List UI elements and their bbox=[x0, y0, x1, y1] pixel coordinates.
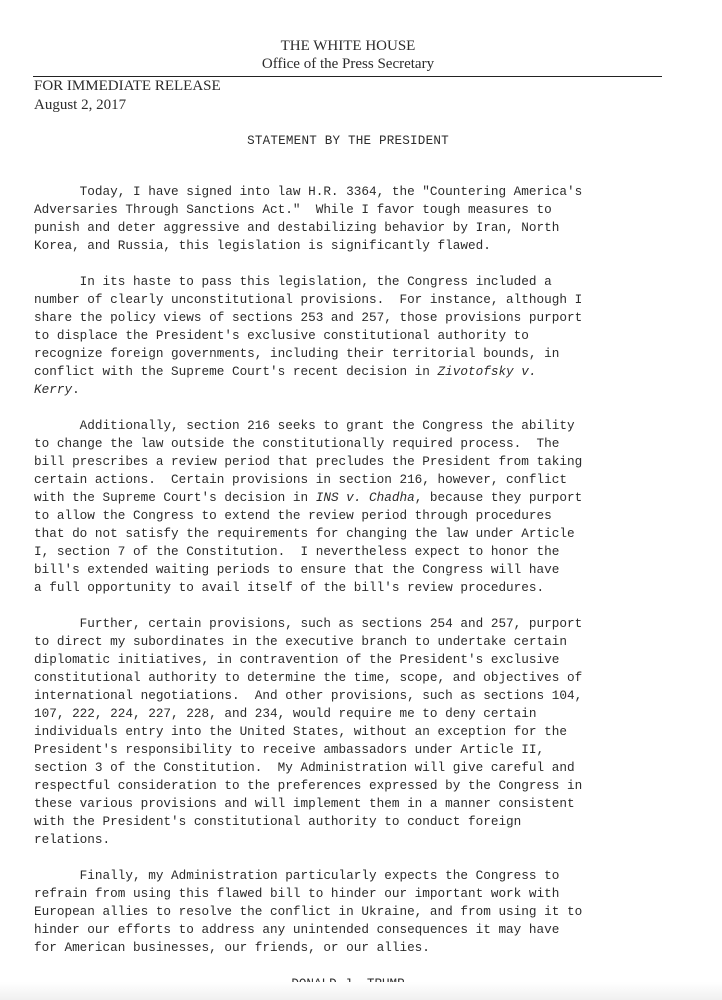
case-citation: Zivotofsky v. bbox=[437, 364, 537, 379]
text-line bbox=[34, 813, 684, 831]
text-segment: to displace the President's exclusive constitutional authority to bbox=[34, 328, 529, 343]
text-segment: In its haste to pass this legislation, the Congress included a bbox=[34, 274, 552, 289]
case-citation: INS v. Chadha bbox=[315, 490, 415, 505]
paragraph bbox=[34, 417, 684, 597]
text-line bbox=[34, 273, 684, 291]
text-segment: respectful consideration to the preferences expressed by the Congress in bbox=[34, 778, 583, 793]
text-line bbox=[34, 327, 684, 345]
text-line bbox=[34, 669, 684, 687]
text-line bbox=[34, 381, 684, 399]
page-bottom-shade bbox=[0, 982, 722, 1000]
text-line bbox=[34, 561, 684, 579]
text-line bbox=[34, 201, 684, 219]
text-segment: with the Supreme Court's decision in bbox=[34, 490, 316, 505]
text-segment: to change the law outside the constitutionally required process. The bbox=[34, 436, 560, 451]
text-line bbox=[34, 345, 684, 363]
text-segment: for American businesses, our friends, or our allies. bbox=[34, 940, 430, 955]
paragraph bbox=[34, 273, 684, 399]
text-segment: recognize foreign governments, including their territorial bounds, in bbox=[34, 346, 560, 361]
text-segment: relations. bbox=[34, 832, 111, 847]
text-line bbox=[34, 633, 684, 651]
text-segment: a full opportunity to avail itself of the bill's review procedures. bbox=[34, 580, 545, 595]
text-line bbox=[34, 795, 684, 813]
statement-title: STATEMENT BY THE PRESIDENT bbox=[247, 134, 449, 148]
text-line bbox=[34, 363, 684, 381]
text-segment: refrain from using this flawed bill to hinder our important work with bbox=[34, 886, 560, 901]
text-segment: I, section 7 of the Constitution. I nevertheless expect to honor the bbox=[34, 544, 560, 559]
text-segment: bill's extended waiting periods to ensure that the Congress will have bbox=[34, 562, 560, 577]
text-segment: that do not satisfy the requirements for changing the law under Article bbox=[34, 526, 575, 541]
header-office: Office of the Press Secretary bbox=[261, 56, 435, 72]
text-line bbox=[34, 417, 684, 435]
text-segment: these various provisions and will implement them in a manner consistent bbox=[34, 796, 575, 811]
text-segment: conflict with the Supreme Court's recent decision in bbox=[34, 364, 438, 379]
text-segment: individuals entry into the United States, without an exception for the bbox=[34, 724, 567, 739]
text-line bbox=[34, 309, 684, 327]
text-line bbox=[34, 453, 684, 471]
text-line bbox=[34, 831, 684, 849]
text-line bbox=[34, 525, 684, 543]
text-line bbox=[34, 939, 684, 957]
case-citation: Kerry bbox=[34, 382, 73, 397]
text-line bbox=[34, 723, 684, 741]
text-segment: international negotiations. And other provisions, such as sections 104, bbox=[34, 688, 583, 703]
release-label: FOR IMMEDIATE RELEASE bbox=[34, 78, 221, 94]
text-line bbox=[34, 435, 684, 453]
text-segment: Korea, and Russia, this legislation is significantly flawed. bbox=[34, 238, 491, 253]
text-line bbox=[34, 777, 684, 795]
text-line bbox=[34, 489, 684, 507]
text-line bbox=[34, 741, 684, 759]
text-segment: Today, I have signed into law H.R. 3364, the "Countering America's bbox=[34, 184, 583, 199]
text-line bbox=[34, 183, 684, 201]
text-segment: . bbox=[72, 382, 80, 397]
text-line bbox=[34, 651, 684, 669]
paragraph bbox=[34, 615, 684, 849]
text-line bbox=[34, 543, 684, 561]
text-segment: with the President's constitutional authority to conduct foreign bbox=[34, 814, 522, 829]
text-line bbox=[34, 885, 684, 903]
paragraph bbox=[34, 183, 684, 255]
paragraph bbox=[34, 867, 684, 957]
text-segment: Additionally, section 216 seeks to grant the Congress the ability bbox=[34, 418, 575, 433]
text-line bbox=[34, 291, 684, 309]
text-line bbox=[34, 921, 684, 939]
text-segment: Finally, my Administration particularly expects the Congress to bbox=[34, 868, 560, 883]
text-segment: number of clearly unconstitutional provisions. For instance, although I bbox=[34, 292, 583, 307]
text-line bbox=[34, 903, 684, 921]
text-segment: European allies to resolve the conflict in Ukraine, and from using it to bbox=[34, 904, 583, 919]
text-segment: President's responsibility to receive ambassadors under Article II, bbox=[34, 742, 545, 757]
text-line bbox=[34, 471, 684, 489]
header-organization: THE WHITE HOUSE bbox=[280, 38, 416, 54]
text-segment: Adversaries Through Sanctions Act." While I favor tough measures to bbox=[34, 202, 552, 217]
text-segment: punish and deter aggressive and destabilizing behavior by Iran, North bbox=[34, 220, 560, 235]
text-segment: to direct my subordinates in the executive branch to undertake certain bbox=[34, 634, 567, 649]
text-line bbox=[34, 237, 684, 255]
statement-body bbox=[34, 183, 684, 975]
text-segment: share the policy views of sections 253 and 257, those provisions purport bbox=[34, 310, 583, 325]
text-segment: constitutional authority to determine the time, scope, and objectives of bbox=[34, 670, 583, 685]
text-line bbox=[34, 759, 684, 777]
text-segment: bill prescribes a review period that precludes the President from taking bbox=[34, 454, 583, 469]
text-line bbox=[34, 615, 684, 633]
text-segment: , because they purport bbox=[414, 490, 583, 505]
text-segment: Further, certain provisions, such as sections 254 and 257, purport bbox=[34, 616, 583, 631]
text-segment: 107, 222, 224, 227, 228, and 234, would require me to deny certain bbox=[34, 706, 537, 721]
text-segment: certain actions. Certain provisions in section 216, however, conflict bbox=[34, 472, 567, 487]
text-segment: section 3 of the Constitution. My Administration will give careful and bbox=[34, 760, 575, 775]
text-line bbox=[34, 867, 684, 885]
text-line bbox=[34, 705, 684, 723]
text-segment: to allow the Congress to extend the review period through procedures bbox=[34, 508, 552, 523]
text-segment: hinder our efforts to address any unintended consequences it may have bbox=[34, 922, 560, 937]
release-block bbox=[34, 77, 221, 115]
text-line bbox=[34, 219, 684, 237]
text-segment: diplomatic initiatives, in contravention of the President's exclusive bbox=[34, 652, 560, 667]
text-line bbox=[34, 507, 684, 525]
text-line bbox=[34, 579, 684, 597]
release-date: August 2, 2017 bbox=[34, 97, 127, 113]
text-line bbox=[34, 687, 684, 705]
